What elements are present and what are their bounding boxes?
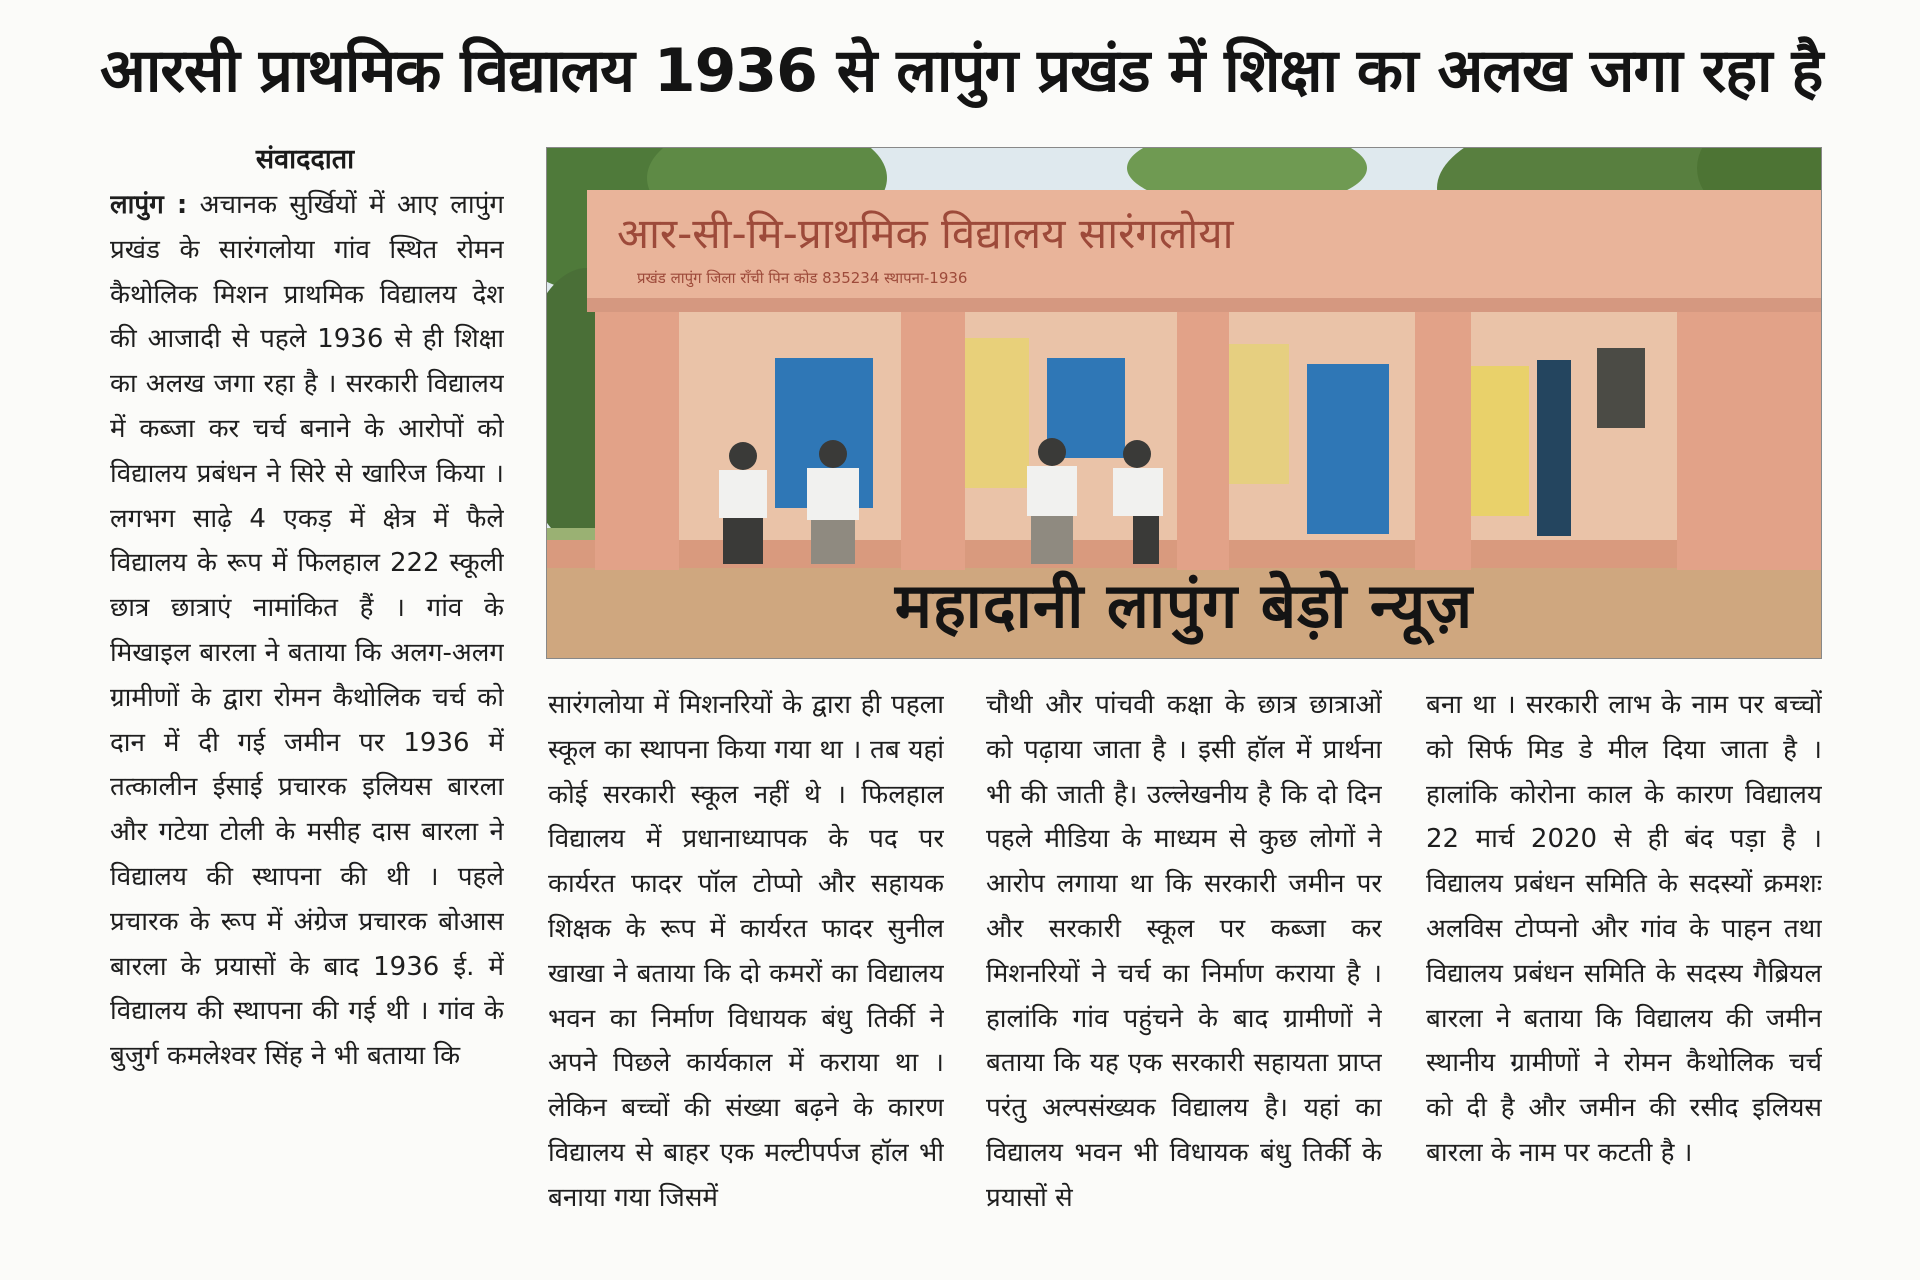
article-column-3: चौथी और पांचवी कक्षा के छात्र छात्राओं को पढ़ाया जाता है । इसी हॉल में प्रार्थना भी की जाती है। उल्लेखनीय है कि दो दिन पहले मीडिया के माध्यम से कुछ लोगों ने आरोप लगाया था कि सरकारी जमीन पर और सरकारी स्कूल पर कब्जा कर मिशनरियों ने चर्च का निर्माण कराया है । हालांकि गांव पहुंचने के बाद ग्रामीणों ने बताया कि यह एक सरकारी सहायता प्राप्त परंतु अल्पसंख्यक विद्यालय है। यहां का विद्यालय भवन भी विधायक बंधु तिर्की के प्रयासों से: [986, 690, 1382, 1213]
school-photo: [546, 147, 1822, 659]
article-column-4: बना था । सरकारी लाभ के नाम पर बच्चों को सिर्फ मिड डे मील दिया जाता है । हालांकि कोरोना काल के कारण विद्यालय 22 मार्च 2020 से ही बंद पड़ा है । विद्यालय प्रबंधन समिति के सदस्यों क्रमशः अलविस टोप्पनो और गांव के पाहन तथा विद्यालय प्रबंधन समिति के सदस्य गैब्रियल बारला ने बताया कि विद्यालय की जमीन स्थानीय ग्रामीणों ने रोमन कैथोलिक चर्च को दी है और जमीन की रसीद इलियस बारला के नाम पर कटती है ।: [1426, 690, 1822, 1168]
byline: संवाददाता: [255, 144, 355, 175]
article-headline: आरसी प्राथमिक विद्यालय 1936 से लापुंग प्रखंड में शिक्षा का अलख जगा रहा है: [100, 36, 1823, 106]
school-sign-subtext: प्रखंड लापुंग जिला राँची पिन कोड 835234 स्थापना-1936: [637, 269, 968, 287]
dateline: लापुंग :: [110, 190, 188, 220]
photo-watermark: महादानी लापुंग बेड़ो न्यूज़: [894, 569, 1474, 642]
column-1-text: अचानक सुर्खियों में आए लापुंग प्रखंड के सारंगलोया गांव स्थित रोमन कैथोलिक मिशन प्राथमिक विद्यालय देश की आजादी से पहले 1936 से ही शिक्षा का अलख जगा रहा है । सरकारी विद्यालय में कब्जा कर चर्च बनाने के आरोपों को विद्यालय प्रबंधन ने सिरे से खारिज किया । लगभग साढ़े 4 एकड़ में क्षेत्र में फैले विद्यालय के रूप में फिलहाल 222 स्कूली छात्र छात्राएं नामांकित हैं । गांव के मिखाइल बारला ने बताया कि अलग-अलग ग्रामीणों के द्वारा रोमन कैथोलिक चर्च को दान में दी गई जमीन पर 1936 में तत्कालीन ईसाई प्रचारक इलियस बारला और गटेया टोली के मसीह दास बारला ने विद्यालय की स्थापना की थी । पहले प्रचारक के रूप में अंग्रेज प्रचारक बोआस बारला के प्रयासों के बाद 1936 ई. में विद्यालय की स्थापना की गई थी । गांव के बुजुर्ग कमलेश्वर सिंह ने भी बताया कि: [110, 190, 504, 1072]
article-column-1: [110, 183, 504, 1268]
school-sign-text: आर-सी-मि-प्राथमिक विद्यालय सारंगलोया: [617, 209, 1234, 258]
article-column-2: सारंगलोया में मिशनरियों के द्वारा ही पहला स्कूल का स्थापना किया गया था । तब यहां कोई सरकारी स्कूल नहीं थे । फिलहाल विद्यालय में प्रधानाध्यापक के पद पर कार्यरत फादर पॉल टोप्पो और सहायक शिक्षक के रूप में कार्यरत फादर सुनील खाखा ने बताया कि दो कमरों का विद्यालय भवन का निर्माण विधायक बंधु तिर्की ने अपने पिछले कार्यकाल में कराया था । लेकिन बच्चों की संख्या बढ़ने के कारण विद्यालय से बाहर एक मल्टीपर्पज हॉल भी बनाया गया जिसमें: [548, 690, 944, 1213]
